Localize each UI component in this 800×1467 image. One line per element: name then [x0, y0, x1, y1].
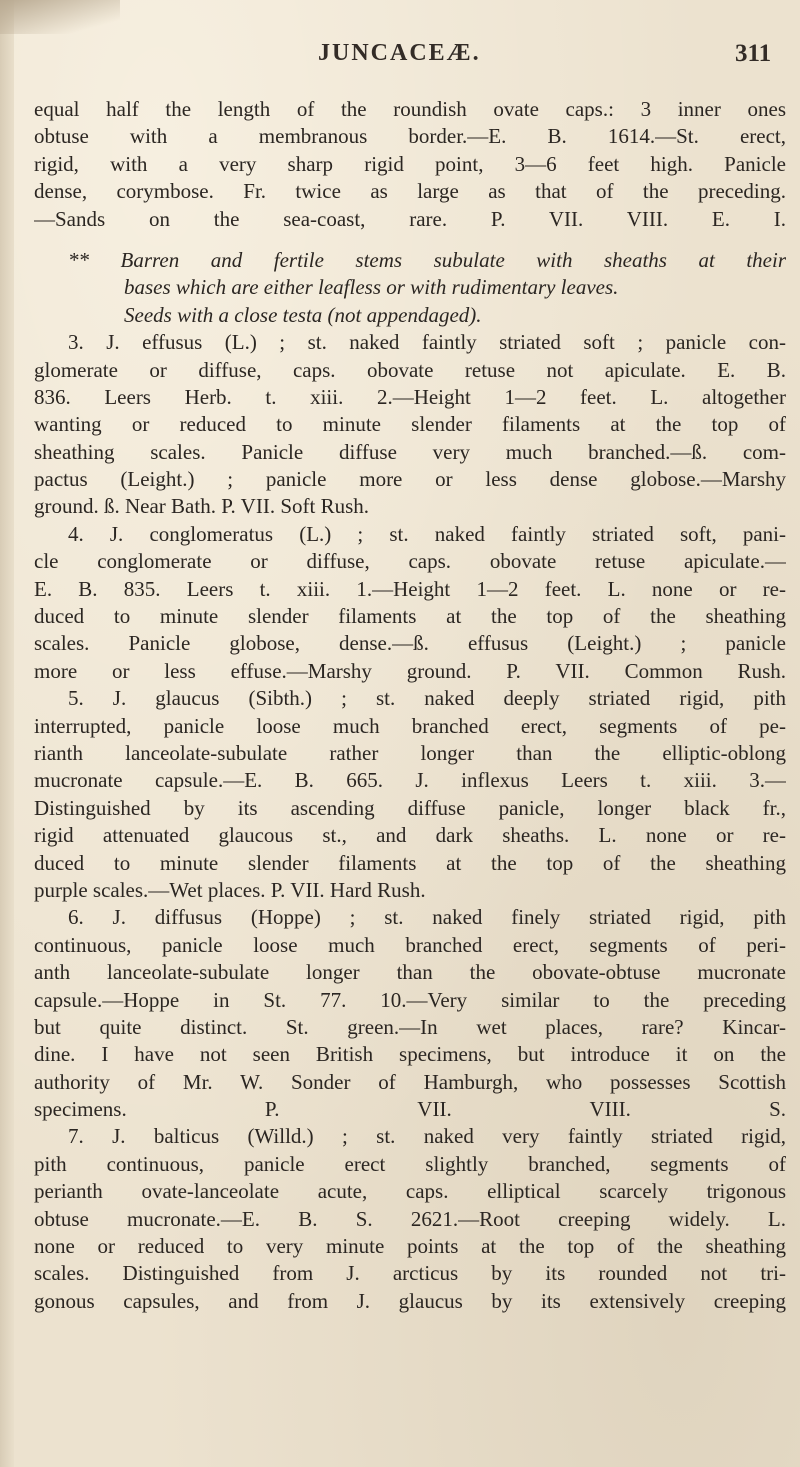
text-line: sheathing scales. Panicle diffuse very much branched.—ß. com-: [34, 439, 786, 464]
section-heading-line: bases which are either leafless or with rudimentary leaves.: [124, 275, 619, 300]
text-line: purple scales.—Wet places. P. VII. Hard Rush.: [34, 877, 426, 902]
text-line: cle conglomerate or diffuse, caps. obovate retuse apiculate.—: [34, 549, 786, 574]
section-heading-line: Seeds with a close testa (not appendaged).: [124, 302, 482, 327]
text-line: rigid attenuated glaucous st., and dark sheaths. L. none or re-: [34, 823, 786, 848]
text-line: interrupted, panicle loose much branched erect, segments of pe-: [34, 713, 786, 738]
page-number: 311: [735, 40, 772, 67]
page-corner-shadow: [0, 0, 120, 34]
text-line: authority of Mr. W. Sonder of Hamburgh, who possesses Scottish: [34, 1069, 786, 1094]
text-line: rigid, with a very sharp rigid point, 3—6 feet high. Panicle: [34, 151, 786, 176]
text-line: specimens. P. VII. VIII. S.: [34, 1097, 786, 1122]
text-line: scales. Panicle globose, dense.—ß. effusus (Leight.) ; panicle: [34, 631, 786, 656]
text-line: scales. Distinguished from J. arcticus by its rounded not tri-: [34, 1261, 786, 1286]
text-line: none or reduced to very minute points at the top of the sheathing: [34, 1234, 786, 1259]
species-entry-line: 3. J. effusus (L.) ; st. naked faintly striated soft ; panicle con-: [68, 330, 786, 355]
text-line: dense, corymbose. Fr. twice as large as that of the preceding.: [34, 179, 786, 204]
text-line: gonous capsules, and from J. glaucus by its extensively creeping: [34, 1288, 786, 1313]
species-entry-line: 5. J. glaucus (Sibth.) ; st. naked deeply striated rigid, pith: [68, 686, 786, 711]
text-line: continuous, panicle loose much branched erect, segments of peri-: [34, 932, 786, 957]
text-line: dine. I have not seen British specimens, but introduce it on the: [34, 1042, 786, 1067]
text-line: obtuse mucronate.—E. B. S. 2621.—Root creeping widely. L.: [34, 1206, 786, 1231]
page-gutter: [0, 0, 14, 1467]
running-head: JUNCACEÆ.: [318, 40, 481, 66]
section-heading-line: ** Barren and fertile stems subulate with sheaths at their: [68, 247, 786, 272]
text-line: perianth ovate-lanceolate acute, caps. elliptical scarcely trigonous: [34, 1179, 786, 1204]
text-line: obtuse with a membranous border.—E. B. 1614.—St. erect,: [34, 124, 786, 149]
text-line: anth lanceolate-subulate longer than the obovate-obtuse mucronate: [34, 960, 786, 985]
text-line: 836. Leers Herb. t. xiii. 2.—Height 1—2 feet. L. altogether: [34, 384, 786, 409]
text-line: capsule.—Hoppe in St. 77. 10.—Very similar to the preceding: [34, 987, 786, 1012]
text-line: duced to minute slender filaments at the top of the sheathing: [34, 850, 786, 875]
text-line: duced to minute slender filaments at the top of the sheathing: [34, 604, 786, 629]
species-entry-line: 4. J. conglomeratus (L.) ; st. naked faintly striated soft, pani-: [68, 521, 786, 546]
text-line: pactus (Leight.) ; panicle more or less dense globose.—Marshy: [34, 467, 786, 492]
species-entry-line: 7. J. balticus (Willd.) ; st. naked very faintly striated rigid,: [68, 1124, 786, 1149]
text-line: pith continuous, panicle erect slightly branched, segments of: [34, 1151, 786, 1176]
text-line: wanting or reduced to minute slender filaments at the top of: [34, 412, 786, 437]
text-line: rianth lanceolate-subulate rather longer than the elliptic-oblong: [34, 740, 786, 765]
text-line: ground. ß. Near Bath. P. VII. Soft Rush.: [34, 494, 370, 519]
text-line: mucronate capsule.—E. B. 665. J. inflexus Leers t. xiii. 3.—: [34, 768, 786, 793]
text-line: but quite distinct. St. green.—In wet places, rare? Kincar-: [34, 1014, 786, 1039]
spacer: [34, 233, 786, 247]
body-text: [34, 96, 786, 1315]
text-line: —Sands on the sea-coast, rare. P. VII. VIII. E. I.: [34, 206, 786, 231]
text-line: equal half the length of the roundish ovate caps.: 3 inner ones: [34, 97, 786, 121]
species-entry-line: 6. J. diffusus (Hoppe) ; st. naked finely striated rigid, pith: [68, 905, 786, 930]
text-line: glomerate or diffuse, caps. obovate retuse not apiculate. E. B.: [34, 357, 786, 382]
text-line: more or less effuse.—Marshy ground. P. VII. Common Rush.: [34, 658, 786, 683]
text-line: Distinguished by its ascending diffuse panicle, longer black fr.,: [34, 795, 786, 820]
text-line: E. B. 835. Leers t. xiii. 1.—Height 1—2 feet. L. none or re-: [34, 576, 786, 601]
page-header: [0, 40, 800, 80]
